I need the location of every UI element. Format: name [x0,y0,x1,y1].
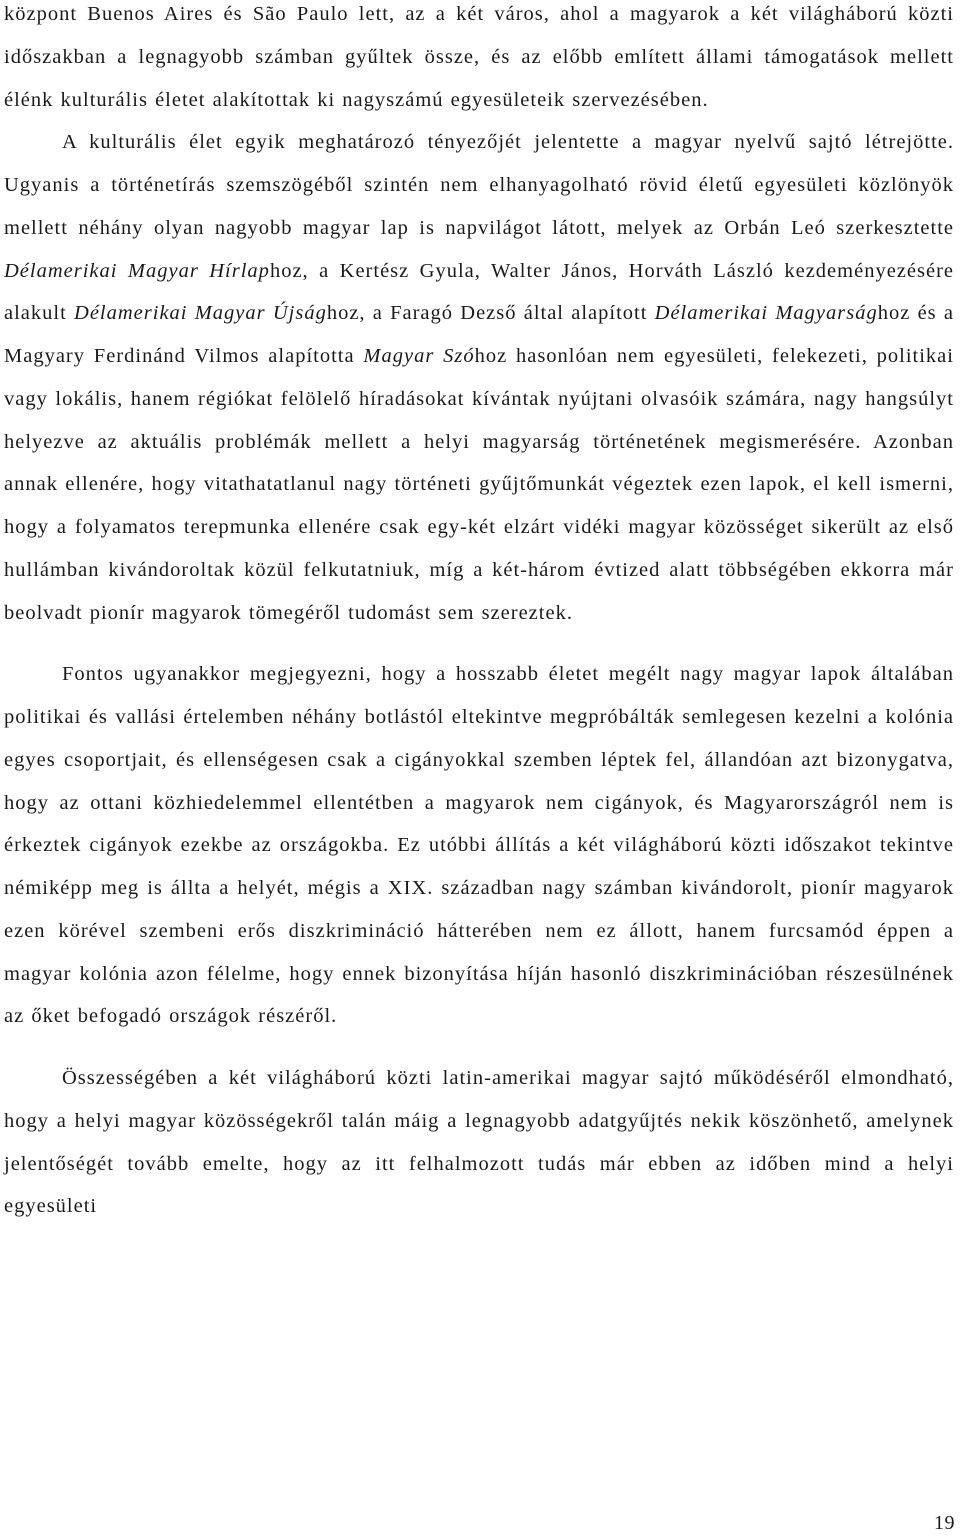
text-run: hoz, a Kertész Gyula, Walter János, Horváth László kezdeményezésére alakult [4,259,955,325]
text-run: hoz és a Magyary Ferdinánd Vilmos alapította [4,302,954,367]
italic-title: Magyar Szó [363,345,475,367]
paragraph-1 [4,0,954,121]
text-run: A kulturális élet egyik meghatározó tényezőjét jelentette a magyar nyelvű sajtó létrejötte. Ugyanis a történetírás szemszögéből szintén nem elhanyagolható rövid életű egyesületi közlönyök mellett néhány olyan nagyobb magyar lap is napvilágot látott, melyek az Orbán Leó szerkesztette [4,131,954,239]
text-run: Összességében a két világháború közti latin-amerikai magyar sajtó működéséről elmondható, hogy a helyi magyar közösségekről talán máig a legnagyobb adatgyűjtés nekik köszönhető, amelynek jelentőségét tovább emelte, hogy az itt felhalmozott tudás már ebben az időben mind a helyi egyesületi [4,1067,954,1218]
italic-title: Délamerikai Magyar Hírlap [4,259,270,282]
italic-title: Délamerikai Magyar Újság [74,302,327,325]
paragraph-4 [4,1057,954,1228]
text-run: központ Buenos Aires és São Paulo lett, az a két város, ahol a magyarok a két világháború közti időszakban a legnagyobb számban gyűltek össze, és az előbb említett állami támogatások mellett élénk kulturális életet alakítottak ki nagyszámú egyesületeik szervezésében. [4,3,954,111]
page-number: 19 [934,1512,955,1534]
italic-title: Délamerikai Magyarság [654,302,878,325]
text-run: hoz, a Faragó Dezső által alapított [326,302,655,325]
document-page [4,0,954,1228]
text-run: Fontos ugyanakkor megjegyezni, hogy a hosszabb életet megélt nagy magyar lapok általában politikai és vallási értelemben néhány botlástól eltekintve megpróbálták semlegesen kezelni a kolónia egyes csoportjait, és ellenségesen csak a cigányokkal szemben léptek fel, állandóan azt bizonygatva, hogy az ottani közhiedelemmel ellentétben a magyarok nem cigányok, és Magyarországról nem is érkeztek cigányok ezekbe az országokba. Ez utóbbi állítás a két világháború közti időszakot tekintve némiképp meg is állta a helyét, mégis a XIX. században nagy számban kivándorolt, pionír magyarok ezen körével szembeni erős diszkrimináció hátterében nem ez állott, hanem furcsamód éppen a magyar kolónia azon félelme, hogy ennek bizonyítása híján hasonló diszkriminációban részesülnének az őket befogadó országok részéről. [4,663,954,1028]
paragraph-2 [4,121,954,634]
paragraph-3 [4,653,954,1038]
text-run: hoz hasonlóan nem egyesületi, felekezeti, politikai vagy lokális, hanem régiókat felölelő híradásokat kívántak nyújtani olvasóik számára, nagy hangsúlyt helyezve az aktuális problémák mellett a helyi magyarság történetének megismerésére. Azonban annak ellenére, hogy vitathatatlanul nagy történeti gyűjtőmunkát végeztek ezen lapok, el kell ismerni, hogy a folyamatos terepmunka ellenére csak egy-két elzárt vidéki magyar közösséget sikerült az első hullámban kivándoroltak közül felkutatniuk, míg a két-három évtized alatt többségében ekkorra már beolvadt pionír magyarok tömegéről tudomást sem szereztek. [4,345,954,624]
